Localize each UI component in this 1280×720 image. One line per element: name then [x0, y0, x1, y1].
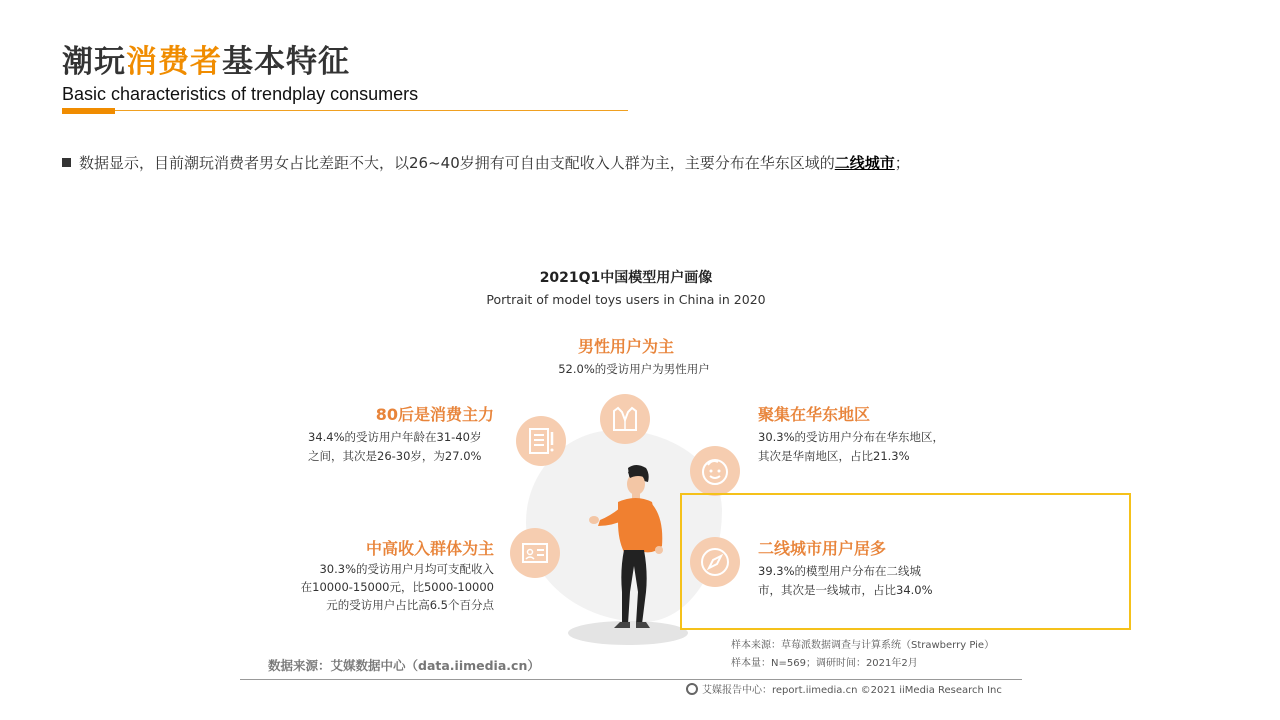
iimedia-logo-icon	[686, 683, 698, 695]
highlight-box	[680, 493, 1131, 630]
city-desc-line2: 市，其次是一线城市，占比34.0%	[758, 583, 933, 597]
gender-heading: 男性用户为主	[577, 337, 674, 356]
income-desc-line2: 在10000-15000元，比5000-10000	[300, 580, 494, 594]
shirt-icon	[600, 394, 650, 444]
title-highlight: 消费者	[126, 44, 222, 80]
page-title: 潮玩消费者基本特征	[62, 44, 350, 80]
region-desc-line1: 30.3%的受访用户分布在华东地区，	[758, 430, 945, 444]
income-heading: 中高收入群体为主	[365, 539, 494, 558]
gender-desc: 52.0%的受访用户为男性用户	[558, 362, 710, 376]
age-heading: 80后是消费主力	[375, 405, 494, 424]
footer-text: 艾媒报告中心：report.iimedia.cn ©2021 iiMedia Research Inc	[702, 685, 1002, 696]
bullet-emphasis: 二线城市	[834, 154, 895, 172]
sample-size: 样本量：N=569；调研时间：2021年2月	[731, 658, 918, 669]
page-subtitle: Basic characteristics of trendplay consumers	[62, 84, 419, 104]
title-accent-bar	[62, 108, 115, 114]
infographic-subtitle: Portrait of model toys users in China in 2020	[486, 292, 766, 307]
income-desc-line1: 30.3%的受访用户月均可支配收入	[319, 562, 494, 576]
age-desc-line1: 34.4%的受访用户年龄在31-40岁	[308, 430, 482, 444]
id-card-icon	[510, 528, 560, 578]
region-heading: 聚集在华东地区	[758, 405, 871, 424]
city-heading: 二线城市用户居多	[758, 539, 887, 558]
data-source: 数据来源：艾媒数据中心（data.iimedia.cn）	[268, 658, 540, 673]
bullet-text: 数据显示，目前潮玩消费者男女占比差距不大，以26~40岁拥有可自由支配收入人群为主，主要分布在华东区域的	[79, 154, 835, 172]
person-illustration	[584, 462, 684, 634]
summary-bullet	[62, 152, 910, 173]
age-desc-line2: 之间，其次是26-30岁，为27.0%	[308, 449, 482, 463]
income-desc-line3: 元的受访用户占比高6.5个百分点	[326, 598, 494, 612]
document-icon	[516, 416, 566, 466]
face-icon	[690, 446, 740, 496]
region-desc-line2: 其次是华南地区，占比21.3%	[758, 449, 910, 463]
footer	[686, 681, 1002, 696]
footer-divider	[240, 679, 1022, 680]
bullet-square-icon	[62, 158, 71, 167]
city-desc-line1: 39.3%的模型用户分布在二线城	[758, 564, 922, 578]
bullet-suffix: ；	[894, 154, 910, 172]
title-underline	[62, 110, 628, 111]
sample-source: 样本来源：草莓派数据调查与计算系统（Strawberry Pie）	[731, 640, 995, 651]
infographic-title: 2021Q1中国模型用户画像	[539, 270, 713, 286]
